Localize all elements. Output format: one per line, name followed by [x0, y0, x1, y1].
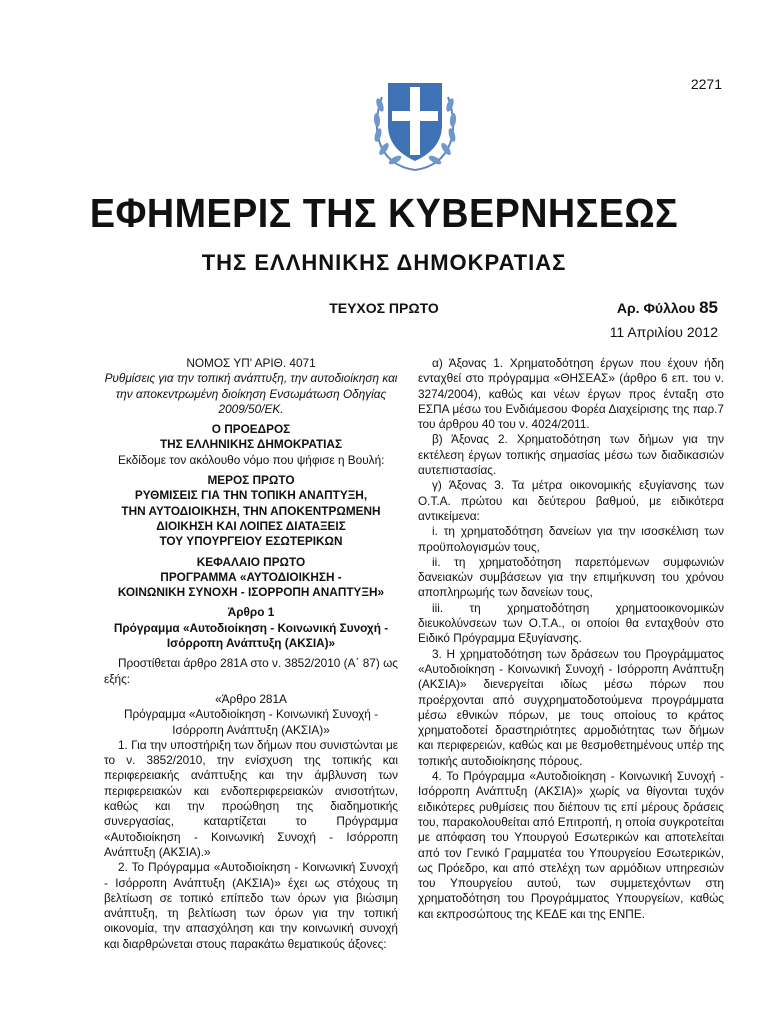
paragraph-2: 2. Το Πρόγραμμα «Αυτοδιοίκηση - Κοινωνική Συνοχή - Ισόρροπη Ανάπτυξη (ΑΚΣΙΑ)» έχει ως στόχους τη βελτίωση σε τοπικό επίπεδο των όρων για βιώσιμη ανάπτυξη, τη βελτίωση των όρων για την τοπική οικονομία, την απασχόληση και την κοινωνική συνοχή και διαρθρώνεται στους παρακάτω θεματικούς άξονες:: [104, 860, 398, 951]
right-column: [418, 356, 724, 922]
chapter-heading-line: ΠΡΟΓΡΑΜΜΑ «ΑΥΤΟΔΙΟΙΚΗΣΗ -: [160, 569, 342, 584]
masthead-subtitle: ΤΗΣ ΕΛΛΗΝΙΚΗΣ ΔΗΜΟΚΡΑΤΙΑΣ: [201, 250, 567, 275]
issue-type: ΤΕΥΧΟΣ ΠΡΩΤΟ: [329, 300, 439, 316]
article-title: Πρόγραμμα «Αυτοδιοίκηση - Κοινωνική Συνοχή - Ισόρροπη Ανάπτυξη (ΑΚΣΙΑ)»: [113, 620, 389, 651]
part-heading-line: ΔΙΟΙΚΗΣΗ ΚΑΙ ΛΟΙΠΕΣ ΔΙΑΤΑΞΕΙΣ: [156, 518, 346, 533]
chapter-heading-line: ΚΟΙΝΩΝΙΚΗ ΣΥΝΟΧΗ - ΙΣΟΡΡΟΠΗ ΑΝΑΠΤΥΞΗ»: [117, 585, 385, 600]
article-number: Άρθρο 1: [227, 605, 275, 620]
president-heading-1: Ο ΠΡΟΕΔΡΟΣ: [211, 422, 291, 437]
chapter-title: ΚΕΦΑΛΑΙΟ ΠΡΩΤΟ: [196, 554, 306, 569]
paragraph-4: 4. Το Πρόγραμμα «Αυτοδιοίκηση - Κοινωνική Συνοχή - Ισόρροπη Ανάπτυξη (ΑΚΣΙΑ)» χωρίς να θίγονται τυχόν ειδικότερες ρυθμίσεις που διέπουν τις επί μέρους δράσεις του, παρακολουθείται από Επιτροπή, η οποία συγκροτείται με απόφαση του Υπουργού Εσωτερικών και αποτελείται από τον Γενικό Γραμματέα του Υπουργείου Εσωτερικών, ως Πρόεδρο, και από στελέχη των αρμόδιων υπηρεσιών του Υπουργείου αυτού, των συμμετεχόντων στη χρηματοδότηση του Προγράμματος Υπουργείων, καθώς και εκπροσώπους της ΚΕΔΕ και της ΕΝΠΕ.: [418, 769, 724, 921]
paragraph-1: 1. Για την υποστήριξη των δήμων που συνιστώνται με το ν. 3852/2010, την ενίσχυση της τοπικής και περιφερειακής ανάπτυξης και την άμβλυνση των περιφερειακών και ενδοπεριφερειακών ανισοτήτων, καθώς και την προώθηση της διαδημοτικής συνεργασίας, καταρτίζεται το Πρόγραμμα «Αυτοδιοίκηση - Κοινωνική Συνοχή - Ισόρροπη Ανάπτυξη (ΑΚΣΙΑ).»: [104, 737, 399, 859]
page-number: 2271: [690, 76, 722, 92]
law-title: Ρυθμίσεις για την τοπική ανάπτυξη, την αυτοδιοίκηση και την αποκεντρωμένη διοίκηση Ενσωμάτωση Οδηγίας 2009/50/ΕΚ.: [104, 371, 398, 416]
sheet-number-value: 85: [699, 298, 718, 317]
sheet-number: [617, 298, 718, 318]
president-heading-2: ΤΗΣ ΕΛΛΗΝΙΚΗΣ ΔΗΜΟΚΡΑΤΙΑΣ: [159, 437, 343, 452]
sheet-label: Αρ. Φύλλου: [616, 300, 700, 316]
list-item-iii: iii. τη χρηματοδότηση χρηματοοικονομικών διευκολύνσεων των Ο.Τ.Α., οι οποίοι θα ενταχθούν στο Ειδικό Πρόγραμμα Εξυγίανσης.: [418, 600, 724, 646]
axis-c: γ) Άξονας 3. Τα μέτρα οικονομικής εξυγίανσης των Ο.Τ.Α. πρώτου και δεύτερου βαθμού, με ειδικότερα αντικείμενα:: [418, 478, 724, 523]
part-title: ΜΕΡΟΣ ΠΡΩΤΟ: [207, 473, 295, 488]
masthead-title: ΕΦΗΜΕΡΙΣ ΤΗΣ ΚΥΒΕΡΝΗΣΕΩΣ: [89, 190, 679, 236]
axis-a: α) Άξονας 1. Χρηματοδότηση έργων που έχουν ήδη ενταχθεί στο πρόγραμμα «ΘΗΣΕΑΣ» (άρθρο 6 επ. του ν. 3274/2004), καθώς και νέων έργων προς ένταξη στο ΕΣΠΑ μέσω του Ενδιάμεσου Φορέα Διαχείρισης της παρ.7 του άρθρου 40 του ν. 4024/2011.: [418, 356, 724, 432]
part-heading-line: ΡΥΘΜΙΣΕΙΣ ΓΙΑ ΤΗΝ ΤΟΠΙΚΗ ΑΝΑΠΤΥΞΗ,: [134, 488, 368, 503]
list-item-i: i. τη χρηματοδότηση δανείων για την ισοσκέλιση των προϋπολογισμών τους,: [418, 524, 724, 554]
new-article-title: Πρόγραμμα «Αυτοδιοίκηση - Κοινωνική Συνοχή - Ισόρροπη Ανάπτυξη (ΑΚΣΙΑ)»: [123, 707, 379, 737]
paragraph-3: 3. Η χρηματοδότηση των δράσεων του Προγράμματος «Αυτοδιοίκηση - Κοινωνική Συνοχή - Ισόρροπη Ανάπτυξη (ΑΚΣΙΑ)» διενεργείται ιδίως μέσω πόρων που προέρχονται από συγχρηματοδοτούμενα προγράμματα μέσω εθνικών πόρων, με τους οποίους το κράτος χρηματοδοτεί δραστηριότητες αρμοδιότητας των δήμων και περιφερειών, καθώς και με θεσμοθετημένους υπέρ της τοπικής αυτοδιοίκησης πόρους.: [418, 646, 724, 768]
part-heading-line: ΤΟΥ ΥΠΟΥΡΓΕΙΟΥ ΕΣΩΤΕΡΙΚΩΝ: [159, 534, 343, 549]
insertion-text: Προστίθεται άρθρο 281Α στο ν. 3852/2010 (Α΄ 87) ως εξής:: [104, 656, 398, 686]
promulgation-text: Εκδίδομε τον ακόλουθο νόμο που ψήφισε η Βουλή:: [118, 452, 385, 467]
part-heading-line: ΤΗΝ ΑΥΤΟΔΙΟΙΚΗΣΗ, ΤΗΝ ΑΠΟΚΕΝΤΡΩΜΕΝΗ: [121, 503, 381, 518]
law-number: ΝΟΜΟΣ ΥΠ' ΑΡΙΘ. 4071: [186, 356, 316, 370]
greek-coat-of-arms-icon: [368, 75, 462, 175]
left-column: [104, 356, 398, 952]
issue-date: 11 Απριλίου 2012: [609, 324, 718, 340]
new-article-number: «Άρθρο 281Α: [215, 691, 287, 706]
list-item-ii: ii. τη χρηματοδότηση παρεπόμενων συμφωνιών δανειακών συμβάσεων για την επιμήκυνση του χρόνου αποπληρωμής των δανείων τους,: [418, 554, 724, 600]
axis-b: β) Άξονας 2. Χρηματοδότηση των δήμων για την εκτέλεση έργων τοπικής σημασίας μέσω των διαδικασιών αυτεπιστασίας.: [418, 432, 724, 478]
